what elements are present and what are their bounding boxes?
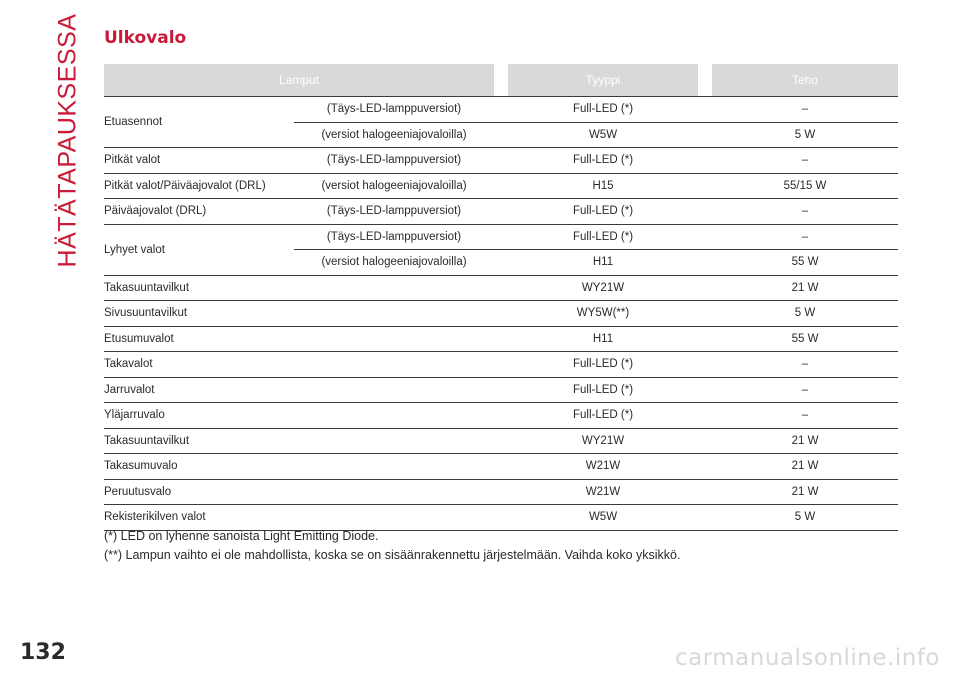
- table-row: [104, 199, 898, 225]
- table-body: [104, 97, 898, 531]
- gap-cell: [494, 454, 508, 480]
- watermark: carmanualsonline.info: [674, 645, 940, 671]
- gap-cell: [494, 352, 508, 378]
- power-cell: 21 W: [712, 479, 898, 505]
- bulb-type-cell: WY5W(**): [508, 301, 698, 327]
- footnote: (**) Lampun vaihto ei ole mahdollista, koska se on sisäänrakennettu järjestelmään. Vaihda koko yksikkö.: [104, 548, 681, 562]
- chapter-side-title-text: HÄTÄTAPAUKSESSA: [53, 13, 82, 267]
- section-title: Ulkovalo: [104, 28, 187, 48]
- power-cell: –: [712, 403, 898, 429]
- variant-cell: [294, 479, 494, 505]
- lamp-name-cell: Rekisterikilven valot: [104, 505, 294, 531]
- power-cell: 55 W: [712, 250, 898, 276]
- bulb-type-cell: Full-LED (*): [508, 148, 698, 174]
- lamp-name-cell: Takasuuntavilkut: [104, 275, 294, 301]
- gap-cell: [698, 352, 712, 378]
- lamp-name-cell: Jarruvalot: [104, 377, 294, 403]
- bulb-type-cell: Full-LED (*): [508, 352, 698, 378]
- lamp-name-cell: Pitkät valot/Päiväajovalot (DRL): [104, 173, 294, 199]
- bulb-type-cell: Full-LED (*): [508, 377, 698, 403]
- gap-cell: [494, 301, 508, 327]
- table-row: [104, 479, 898, 505]
- bulb-type-cell: Full-LED (*): [508, 199, 698, 225]
- gap-cell: [494, 173, 508, 199]
- gap-cell: [698, 148, 712, 174]
- header-lamps: Lamput: [104, 64, 494, 97]
- power-cell: –: [712, 148, 898, 174]
- lamp-name-cell: Takavalot: [104, 352, 294, 378]
- gap-cell: [698, 97, 712, 123]
- table-row: [104, 454, 898, 480]
- lamp-name-cell: Lyhyet valot: [104, 224, 294, 275]
- power-cell: 55/15 W: [712, 173, 898, 199]
- table-row: [104, 326, 898, 352]
- gap-cell: [494, 377, 508, 403]
- lamp-name-cell: Sivusuuntavilkut: [104, 301, 294, 327]
- gap-cell: [494, 428, 508, 454]
- gap-cell: [698, 173, 712, 199]
- power-cell: –: [712, 199, 898, 225]
- footnotes: [104, 527, 680, 565]
- variant-cell: (versiot halogeeniajovaloilla): [294, 173, 494, 199]
- gap-cell: [494, 479, 508, 505]
- gap-cell: [494, 122, 508, 148]
- power-cell: 5 W: [712, 122, 898, 148]
- gap-cell: [494, 148, 508, 174]
- gap-cell: [698, 377, 712, 403]
- table-row: [104, 352, 898, 378]
- variant-cell: (Täys-LED-lamppuversiot): [294, 97, 494, 123]
- variant-cell: [294, 428, 494, 454]
- power-cell: –: [712, 377, 898, 403]
- power-cell: –: [712, 224, 898, 250]
- variant-cell: [294, 352, 494, 378]
- bulb-type-cell: H11: [508, 250, 698, 276]
- power-cell: 21 W: [712, 275, 898, 301]
- gap-cell: [494, 250, 508, 276]
- bulb-type-cell: WY21W: [508, 275, 698, 301]
- lamp-name-cell: Etusumuvalot: [104, 326, 294, 352]
- variant-cell: (Täys-LED-lamppuversiot): [294, 148, 494, 174]
- variant-cell: [294, 377, 494, 403]
- power-cell: 21 W: [712, 454, 898, 480]
- bulb-type-cell: W5W: [508, 122, 698, 148]
- chapter-side-title: [38, 13, 98, 267]
- gap-cell: [698, 301, 712, 327]
- header-gap: [698, 64, 712, 97]
- header-gap: [494, 64, 508, 97]
- lamp-name-cell: Takasumuvalo: [104, 454, 294, 480]
- variant-cell: (versiot halogeeniajovaloilla): [294, 250, 494, 276]
- variant-cell: (versiot halogeeniajovaloilla): [294, 122, 494, 148]
- gap-cell: [494, 199, 508, 225]
- gap-cell: [698, 224, 712, 250]
- bulb-type-cell: Full-LED (*): [508, 97, 698, 123]
- gap-cell: [494, 403, 508, 429]
- bulb-type-cell: H15: [508, 173, 698, 199]
- table-row: [104, 301, 898, 327]
- variant-cell: (Täys-LED-lamppuversiot): [294, 199, 494, 225]
- gap-cell: [494, 97, 508, 123]
- footnote: (*) LED on lyhenne sanoista Light Emitting Diode.: [104, 529, 379, 543]
- bulb-type-cell: Full-LED (*): [508, 224, 698, 250]
- variant-cell: [294, 275, 494, 301]
- table-row: [104, 224, 898, 250]
- lamp-name-cell: Yläjarruvalo: [104, 403, 294, 429]
- page-number: 132: [20, 640, 66, 665]
- gap-cell: [494, 275, 508, 301]
- bulb-type-cell: WY21W: [508, 428, 698, 454]
- gap-cell: [698, 428, 712, 454]
- gap-cell: [698, 326, 712, 352]
- variant-cell: [294, 326, 494, 352]
- lamp-name-cell: Takasuuntavilkut: [104, 428, 294, 454]
- power-cell: –: [712, 352, 898, 378]
- gap-cell: [698, 505, 712, 531]
- lamp-name-cell: Päiväajovalot (DRL): [104, 199, 294, 225]
- table-row: [104, 403, 898, 429]
- power-cell: 5 W: [712, 301, 898, 327]
- table-row: [104, 148, 898, 174]
- bulb-type-cell: W5W: [508, 505, 698, 531]
- bulb-type-cell: W21W: [508, 479, 698, 505]
- header-type: Tyyppi: [508, 64, 698, 97]
- table-header-row: [104, 64, 898, 97]
- table-row: [104, 428, 898, 454]
- gap-cell: [698, 122, 712, 148]
- lamp-name-cell: Etuasennot: [104, 97, 294, 148]
- exterior-lights-table: [104, 64, 898, 531]
- bulb-type-cell: W21W: [508, 454, 698, 480]
- power-cell: 5 W: [712, 505, 898, 531]
- power-cell: –: [712, 97, 898, 123]
- gap-cell: [698, 403, 712, 429]
- table-row: [104, 173, 898, 199]
- variant-cell: [294, 454, 494, 480]
- power-cell: 21 W: [712, 428, 898, 454]
- lamp-name-cell: Pitkät valot: [104, 148, 294, 174]
- variant-cell: [294, 403, 494, 429]
- gap-cell: [698, 479, 712, 505]
- table-row: [104, 275, 898, 301]
- gap-cell: [698, 250, 712, 276]
- gap-cell: [494, 326, 508, 352]
- gap-cell: [494, 224, 508, 250]
- table-row: [104, 377, 898, 403]
- gap-cell: [698, 199, 712, 225]
- power-cell: 55 W: [712, 326, 898, 352]
- table-row: [104, 97, 898, 123]
- gap-cell: [698, 275, 712, 301]
- variant-cell: (Täys-LED-lamppuversiot): [294, 224, 494, 250]
- header-power: Teho: [712, 64, 898, 97]
- bulb-type-cell: Full-LED (*): [508, 403, 698, 429]
- gap-cell: [698, 454, 712, 480]
- lamp-name-cell: Peruutusvalo: [104, 479, 294, 505]
- variant-cell: [294, 301, 494, 327]
- bulb-type-cell: H11: [508, 326, 698, 352]
